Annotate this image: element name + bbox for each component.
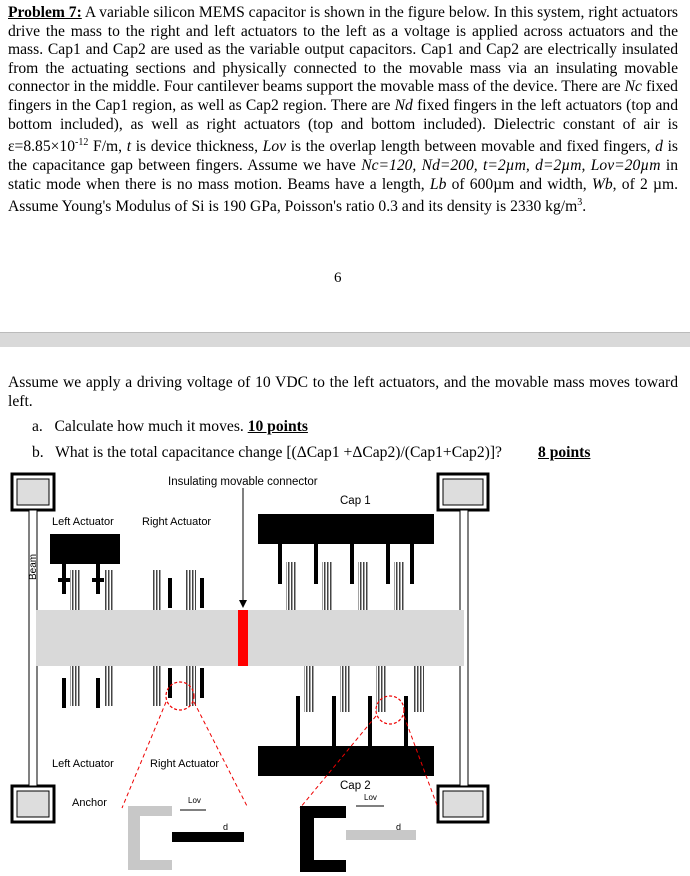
insulating-label: Insulating movable connector: [168, 476, 318, 488]
right-actuator-top-label: Right Actuator: [142, 516, 212, 528]
cap2-label: Cap 2: [340, 780, 371, 792]
movable-mass: [36, 610, 464, 666]
cap1-pad: [258, 514, 434, 544]
anchor-label: Anchor: [72, 797, 107, 809]
mems-capacitor-figure: [0, 470, 690, 876]
cap1-label: Cap 1: [340, 495, 371, 507]
beam-left: [29, 510, 37, 786]
left-actuator-top-pad: [50, 534, 120, 564]
beam-label: Beam: [28, 553, 39, 580]
page-number: 6: [334, 270, 342, 286]
lov-label-1: Lov: [188, 796, 201, 805]
question-a: a. Calculate how much it moves. 10 points: [32, 418, 308, 435]
page-separator: [0, 332, 690, 347]
detail-right: [300, 806, 416, 872]
assumption-text: Assume we apply a driving voltage of 10 VDC to the left actuators, and the movable mass moves toward left.: [8, 374, 678, 410]
d-label-2: d: [396, 822, 402, 832]
left-actuator-bottom-label: Left Actuator: [52, 758, 114, 770]
problem-statement: Problem 7: A variable silicon MEMS capacitor is shown in the figure below. In this system, right actuators drive the mass to the right and left actuators to the left as a voltage is applied across actuators and the mass. Cap1 and Cap2 are used as the variable output capacitors. Cap1 and Cap2 are electrically insulated from the actuating sections and physically connected to the movable mass via an insulating movable connector in the middle. Four cantilever beams support the movable mass of the device. There are Nc fixed fingers in the Cap1 region, as well as Cap2 region. There are Nd fixed fingers in the left actuators (top and bottom included), as well as right actuators (top and bottom included). Dielectric constant of air is $\varepsilon=8.85\times 10^{-12}$ F/m, t is device thickness, Lov is the overlap length between movable and fixed fingers, d is the capacitance gap between fingers. Assume we have Nc=120, Nd=200, t=2µm, d=2µm, Lov=20µm in static mode when there is no mass motion. Beams have a length, Lb of 600µm and width, Wb, of 2 µm. Assume Young's Modulus of Si is 190 GPa, Poisson's ratio 0.3 and its density is 2330 $kg/m^3$.: [8, 4, 678, 216]
detail-left: [128, 806, 244, 870]
right-actuator-bottom-label: Right Actuator: [150, 758, 220, 770]
insulating-connector: [238, 610, 248, 666]
d-label-1: d: [223, 822, 229, 832]
question-b: b. What is the total capacitance change [(ΔCap1 +ΔCap2)/(Cap1+Cap2)]? 8 points: [32, 444, 591, 461]
lov-label-2: Lov: [364, 793, 377, 802]
cap2-pad: [258, 746, 434, 776]
left-actuator-top-label: Left Actuator: [52, 516, 114, 528]
problem-label: Problem 7:: [8, 4, 82, 21]
